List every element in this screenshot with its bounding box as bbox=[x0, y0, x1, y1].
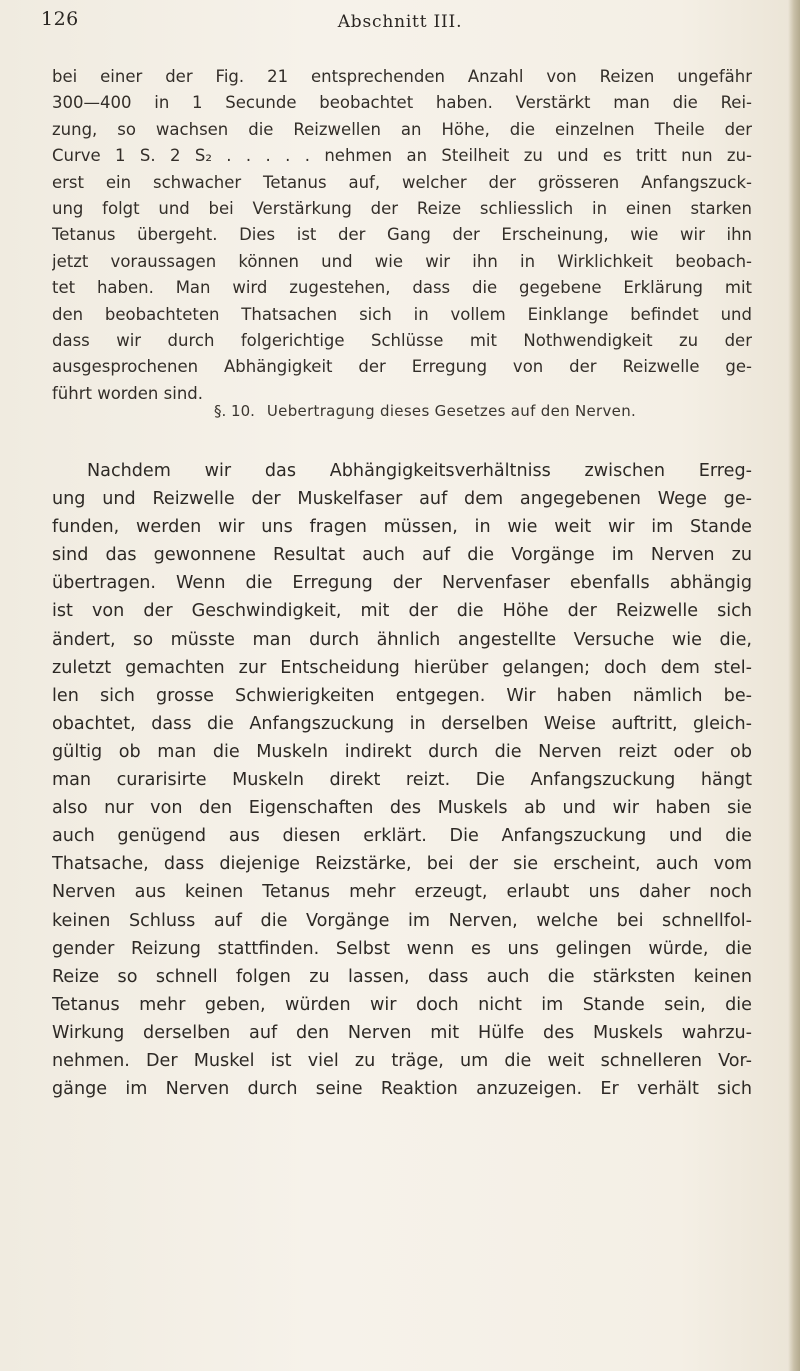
section-number: §. 10. bbox=[214, 402, 255, 420]
running-head: Abschnitt III. bbox=[337, 12, 463, 32]
page-edge-shadow bbox=[788, 0, 800, 1371]
text-line: ist von der Geschwindigkeit, mit der die Höhe der Reizwelle sich bbox=[52, 601, 752, 622]
text-line: Curve 1 S. 2 S₂ . . . . . nehmen an Steilheit zu und es tritt nun zu- bbox=[52, 146, 752, 166]
text-line: ändert, so müsste man durch ähnlich angestellte Versuche wie die, bbox=[52, 629, 752, 650]
text-line: nehmen. Der Muskel ist viel zu träge, um die weit schnelleren Vor- bbox=[52, 1050, 752, 1071]
text-line: erst ein schwacher Tetanus auf, welcher der grösseren Anfangszuck- bbox=[52, 172, 752, 192]
text-line: den beobachteten Thatsachen sich in vollem Einklange befindet und bbox=[52, 304, 752, 324]
text-line: Wirkung derselben auf den Nerven mit Hülfe des Muskels wahrzu- bbox=[52, 1022, 752, 1043]
text-line: auch genügend aus diesen erklärt. Die Anfangszuckung und die bbox=[52, 826, 752, 847]
text-line: führt worden sind. bbox=[52, 383, 203, 403]
text-line: Thatsache, dass diejenige Reizstärke, bei der sie erscheint, auch vom bbox=[52, 854, 752, 875]
page-number: 126 bbox=[41, 8, 79, 30]
text-line: zuletzt gemachten zur Entscheidung hierüber gelangen; doch dem stel- bbox=[52, 657, 752, 678]
text-line: funden, werden wir uns fragen müssen, in wie weit wir im Stande bbox=[52, 517, 752, 538]
text-line: sind das gewonnene Resultat auch auf die Vorgänge im Nerven zu bbox=[52, 545, 752, 566]
section-heading bbox=[52, 402, 752, 420]
text-line: Nachdem wir das Abhängigkeitsverhältniss zwischen Erreg- bbox=[87, 461, 752, 481]
section-title: Uebertragung dieses Gesetzes auf den Nerven. bbox=[266, 402, 637, 420]
text-line: gültig ob man die Muskeln indirekt durch die Nerven reizt oder ob bbox=[52, 741, 752, 762]
text-line: also nur von den Eigenschaften des Muskels ab und wir haben sie bbox=[52, 798, 752, 819]
text-line: Tetanus übergeht. Dies ist der Gang der Erscheinung, wie wir ihn bbox=[52, 225, 752, 245]
text-line: zung, so wachsen die Reizwellen an Höhe, die einzelnen Theile der bbox=[52, 119, 752, 139]
text-line: Nerven aus keinen Tetanus mehr erzeugt, erlaubt uns daher noch bbox=[52, 882, 752, 903]
text-line: ung und Reizwelle der Muskelfaser auf dem angegebenen Wege ge- bbox=[52, 489, 752, 510]
text-line: Tetanus mehr geben, würden wir doch nicht im Stande sein, die bbox=[52, 994, 752, 1015]
text-line: bei einer der Fig. 21 entsprechenden Anzahl von Reizen ungefähr bbox=[52, 67, 752, 86]
text-line: keinen Schluss auf die Vorgänge im Nerven, welche bei schnellfol- bbox=[52, 910, 752, 931]
text-line: jetzt voraussagen können und wie wir ihn in Wirklichkeit beobach- bbox=[52, 251, 752, 271]
text-line: tet haben. Man wird zugestehen, dass die gegebene Erklärung mit bbox=[52, 278, 752, 298]
text-line: dass wir durch folgerichtige Schlüsse mit Nothwendigkeit zu der bbox=[52, 331, 752, 351]
text-line: ausgesprochenen Abhängigkeit der Erregung von der Reizwelle ge- bbox=[52, 357, 752, 377]
text-line: obachtet, dass die Anfangszuckung in derselben Weise auftritt, gleich- bbox=[52, 713, 752, 734]
paragraph-1 bbox=[52, 64, 752, 407]
text-line: Reize so schnell folgen zu lassen, dass auch die stärksten keinen bbox=[52, 966, 752, 987]
text-line: ung folgt und bei Verstärkung der Reize schliesslich in einen starken bbox=[52, 199, 752, 219]
text-line: übertragen. Wenn die Erregung der Nervenfaser ebenfalls abhängig bbox=[52, 573, 752, 594]
text-line: man curarisirte Muskeln direkt reizt. Die Anfangszuckung hängt bbox=[52, 770, 752, 791]
text-line: 300—400 in 1 Secunde beobachtet haben. Verstärkt man die Rei- bbox=[52, 93, 752, 113]
paragraph-2 bbox=[52, 457, 752, 1103]
text-line: gender Reizung stattfinden. Selbst wenn es uns gelingen würde, die bbox=[52, 938, 752, 959]
text-line: len sich grosse Schwierigkeiten entgegen. Wir haben nämlich be- bbox=[52, 685, 752, 706]
text-line: gänge im Nerven durch seine Reaktion anzuzeigen. Er verhält sich bbox=[52, 1079, 752, 1100]
